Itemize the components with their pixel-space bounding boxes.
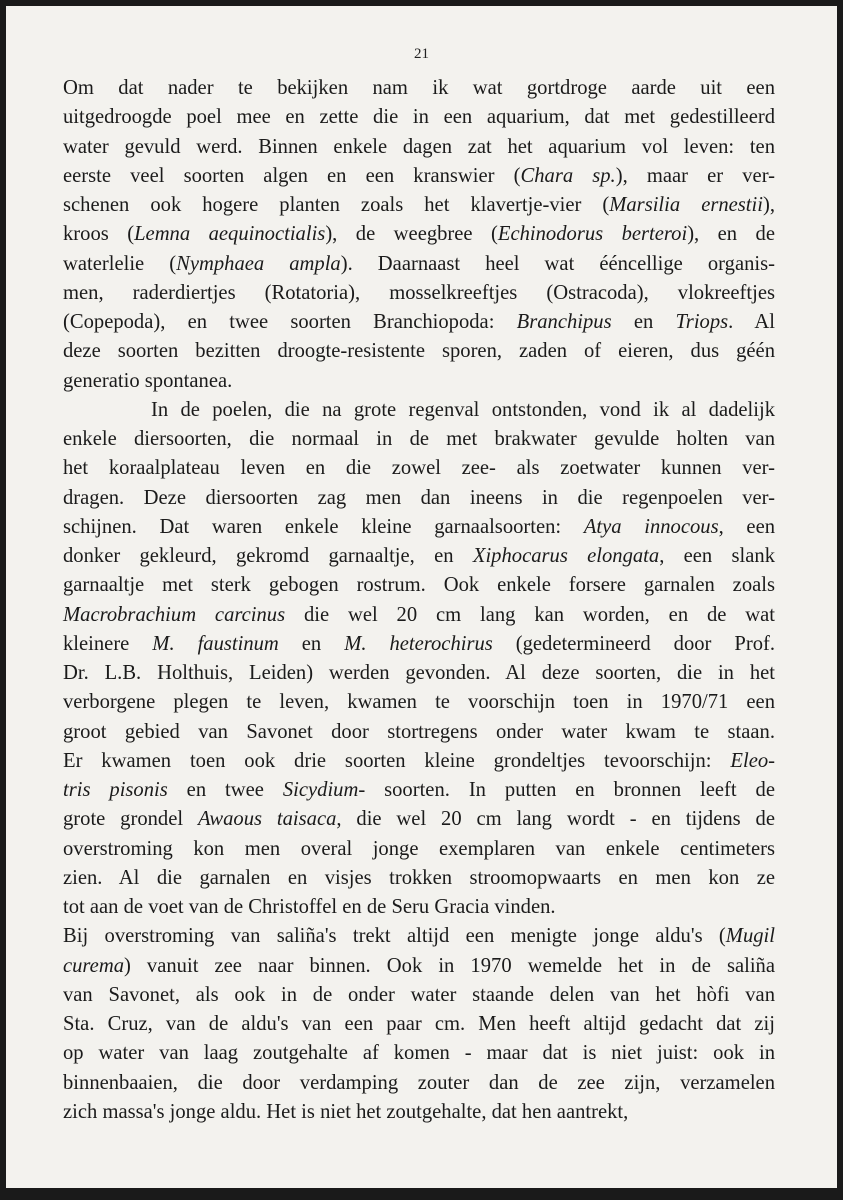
text-line: deze soorten bezitten droogte-resistente sporen, zaden of eieren, dus géén — [63, 340, 775, 363]
text-line: zien. Al die garnalen en visjes trokken stroomopwaarts en men kon ze — [63, 866, 775, 889]
text-line: op water van laag zoutgehalte af komen - maar dat is niet juist: ook in — [63, 1042, 775, 1065]
text-line: uitgedroogde poel mee en zette die in een aquarium, dat met gedestilleerd — [63, 106, 775, 129]
text-line: schijnen. Dat waren enkele kleine garnaalsoorten: Atya innocous, een — [63, 515, 776, 538]
text-line: het koraalplateau leven en die zowel zee- als zoetwater kunnen ver- — [63, 457, 775, 480]
text-line: (Copepoda), en twee soorten Branchiopoda: Branchipus en Triops. Al — [63, 311, 775, 333]
text-line: generatio spontanea. — [63, 369, 233, 392]
text-line: water gevuld werd. Binnen enkele dagen zat het aquarium vol leven: ten — [63, 135, 775, 158]
body-text — [63, 74, 775, 1127]
text-line: dragen. Deze diersoorten zag men dan ineens in die regenpoelen ver- — [63, 486, 775, 509]
text-line: kleinere M. faustinum en M. heterochirus (gedetermineerd door Prof. — [63, 632, 775, 655]
text-line: garnaaltje met sterk gebogen rostrum. Ook enkele forsere garnalen zoals — [63, 574, 775, 597]
text-line: waterlelie (Nymphaea ampla). Daarnaast heel wat ééncellige organis- — [63, 252, 775, 275]
text-line: Sta. Cruz, van de aldu's van een paar cm. Men heeft altijd gedacht dat zij — [63, 1013, 775, 1035]
text-line: men, raderdiertjes (Rotatoria), mosselkreeftjes (Ostracoda), vlokreeftjes — [63, 281, 775, 304]
text-line: Om dat nader te bekijken nam ik wat gortdroge aarde uit een — [63, 77, 775, 99]
text-line: Bij overstroming van saliña's trekt altijd een menigte jonge aldu's (Mugil — [63, 925, 775, 948]
page — [6, 6, 837, 1188]
text-line: zich massa's jonge aldu. Het is niet het zoutgehalte, dat hen aantrekt, — [63, 1100, 629, 1123]
text-line: overstroming kon men overal jonge exemplaren van enkele centimeters — [63, 837, 775, 860]
text-line: verborgene plegen te leven, kwamen te voorschijn toen in 1970/71 een — [63, 691, 775, 714]
text-line: In de poelen, die na grote regenval ontstonden, vond ik al dadelijk — [151, 398, 775, 421]
page-number: 21 — [414, 46, 429, 62]
text-line: kroos (Lemna aequinoctialis), de weegbree (Echinodorus berteroi), en de — [63, 223, 775, 246]
text-line: Er kwamen toen ook drie soorten kleine grondeltjes tevoorschijn: Eleo- — [63, 749, 775, 772]
text-line: curema) vanuit zee naar binnen. Ook in 1970 wemelde het in de saliña — [63, 954, 775, 977]
text-line: tris pisonis en twee Sicydium- soorten. In putten en bronnen leeft de — [63, 779, 775, 801]
text-line: binnenbaaien, die door verdamping zouter dan de zee zijn, verzamelen — [63, 1071, 775, 1094]
text-line: Macrobrachium carcinus die wel 20 cm lang kan worden, en de wat — [63, 603, 775, 626]
text-line: grote grondel Awaous taisaca, die wel 20 cm lang wordt - en tijdens de — [63, 808, 775, 831]
text-line: groot gebied van Savonet door stortregens onder water kwam te staan. — [63, 720, 775, 743]
text-line: donker gekleurd, gekromd garnaaltje, en Xiphocarus elongata, een slank — [63, 545, 776, 567]
text-line: Dr. L.B. Holthuis, Leiden) werden gevonden. Al deze soorten, die in het — [63, 662, 775, 684]
text-line: van Savonet, als ook in de onder water staande delen van het hòfi van — [63, 983, 775, 1006]
text-line: enkele diersoorten, die normaal in de met brakwater gevulde holten van — [63, 428, 775, 450]
text-line: schenen ook hogere planten zoals het klavertje-vier (Marsilia ernestii), — [63, 194, 775, 216]
text-line: tot aan de voet van de Christoffel en de Seru Gracia vinden. — [63, 896, 556, 918]
text-line: eerste veel soorten algen en een kranswier (Chara sp.), maar er ver- — [63, 164, 775, 187]
